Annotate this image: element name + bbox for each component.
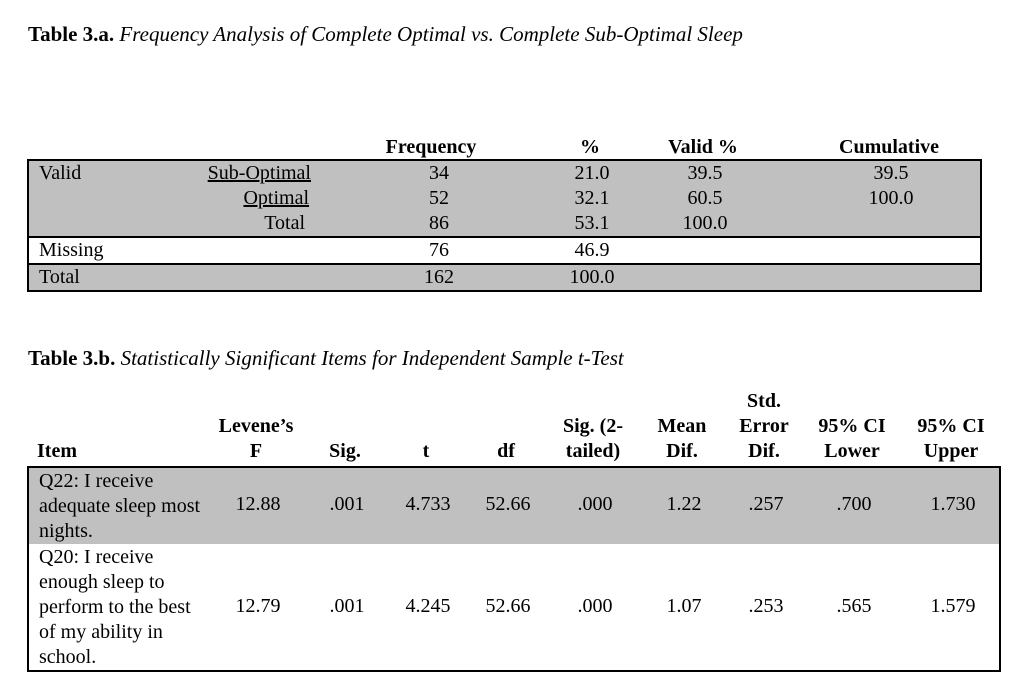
header-valid-percent: Valid % bbox=[668, 136, 738, 158]
header-percent: % bbox=[580, 136, 600, 158]
table-row bbox=[29, 265, 980, 290]
percent-cell: 21.0 bbox=[574, 162, 610, 184]
t-cell: 4.733 bbox=[405, 493, 451, 515]
sig-2-tailed-cell: .000 bbox=[577, 595, 613, 617]
header-sig: Sig. bbox=[329, 440, 361, 462]
header-frequency: Frequency bbox=[385, 136, 477, 158]
sig-cell: .001 bbox=[329, 493, 365, 515]
table-row bbox=[29, 186, 980, 211]
valid-label: Valid bbox=[39, 162, 82, 184]
t-test-table-body bbox=[27, 468, 1001, 672]
levene-f-cell: 12.79 bbox=[235, 595, 281, 617]
header-t: t bbox=[422, 440, 430, 462]
missing-group bbox=[29, 236, 980, 263]
ci-lower-cell: .565 bbox=[836, 595, 872, 617]
table-row bbox=[29, 468, 999, 544]
row-label: Optimal bbox=[243, 187, 309, 209]
table-a-caption bbox=[28, 22, 743, 47]
header-sig-2-tailed: Sig. (2- tailed) bbox=[563, 415, 623, 462]
sig-cell: .001 bbox=[329, 595, 365, 617]
t-test-table bbox=[27, 392, 1001, 672]
header-item: Item bbox=[37, 440, 77, 462]
table-a-label: Table 3.a. bbox=[28, 22, 115, 46]
frequency-cell: 86 bbox=[429, 212, 449, 234]
levene-f-cell: 12.88 bbox=[235, 493, 281, 515]
t-cell: 4.245 bbox=[405, 595, 451, 617]
header-levene-f: Levene’s F bbox=[218, 415, 294, 462]
valid-percent-cell: 100.0 bbox=[682, 212, 728, 234]
std-error-dif-cell: .253 bbox=[748, 595, 784, 617]
header-ci-lower: 95% CI Lower bbox=[818, 415, 886, 462]
percent-cell: 100.0 bbox=[569, 266, 615, 288]
row-label: Sub-Optimal bbox=[207, 162, 311, 184]
table-b-caption bbox=[28, 346, 624, 371]
frequency-table bbox=[27, 132, 982, 292]
cumulative-cell: 100.0 bbox=[868, 187, 914, 209]
table-row bbox=[29, 211, 980, 236]
ci-upper-cell: 1.730 bbox=[930, 493, 976, 515]
cumulative-cell: 39.5 bbox=[873, 162, 909, 184]
df-cell: 52.66 bbox=[485, 595, 531, 617]
header-mean-dif: Mean Dif. bbox=[657, 415, 707, 462]
frequency-table-body bbox=[27, 159, 982, 292]
frequency-table-header bbox=[27, 132, 982, 159]
total-label: Total bbox=[39, 266, 80, 288]
sig-2-tailed-cell: .000 bbox=[577, 493, 613, 515]
percent-cell: 53.1 bbox=[574, 212, 610, 234]
missing-label: Missing bbox=[39, 239, 104, 261]
std-error-dif-cell: .257 bbox=[748, 493, 784, 515]
table-b-label: Table 3.b. bbox=[28, 346, 116, 370]
table-b-title: Statistically Significant Items for Independent Sample t-Test bbox=[120, 346, 624, 370]
frequency-cell: 162 bbox=[424, 266, 454, 288]
table-row bbox=[29, 161, 980, 186]
t-test-table-header bbox=[27, 392, 1001, 468]
table-row bbox=[29, 238, 980, 263]
ci-upper-cell: 1.579 bbox=[930, 595, 976, 617]
table-row bbox=[29, 544, 999, 670]
item-text: Q20: I receive enough sleep to perform to the best of my ability in school. bbox=[39, 546, 191, 668]
valid-group bbox=[29, 161, 980, 236]
header-cumulative-percent: Cumulative bbox=[839, 136, 939, 158]
total-group bbox=[29, 263, 980, 290]
percent-cell: 32.1 bbox=[574, 187, 610, 209]
mean-dif-cell: 1.07 bbox=[666, 595, 702, 617]
header-df: df bbox=[497, 440, 515, 462]
table-a-title: Frequency Analysis of Complete Optimal vs. Complete Sub-Optimal Sleep bbox=[119, 22, 743, 46]
header-std-error-dif: Std. Error Dif. bbox=[739, 390, 789, 462]
percent-cell: 46.9 bbox=[574, 239, 610, 261]
valid-percent-cell: 60.5 bbox=[687, 187, 723, 209]
frequency-cell: 52 bbox=[429, 187, 449, 209]
df-cell: 52.66 bbox=[485, 493, 531, 515]
frequency-cell: 76 bbox=[429, 239, 449, 261]
item-text: Q22: I receive adequate sleep most nights. bbox=[39, 470, 201, 542]
frequency-cell: 34 bbox=[429, 162, 449, 184]
row-label: Total bbox=[264, 212, 305, 234]
ci-lower-cell: .700 bbox=[836, 493, 872, 515]
header-ci-upper: 95% CI Upper bbox=[917, 415, 985, 462]
mean-dif-cell: 1.22 bbox=[666, 493, 702, 515]
valid-percent-cell: 39.5 bbox=[687, 162, 723, 184]
